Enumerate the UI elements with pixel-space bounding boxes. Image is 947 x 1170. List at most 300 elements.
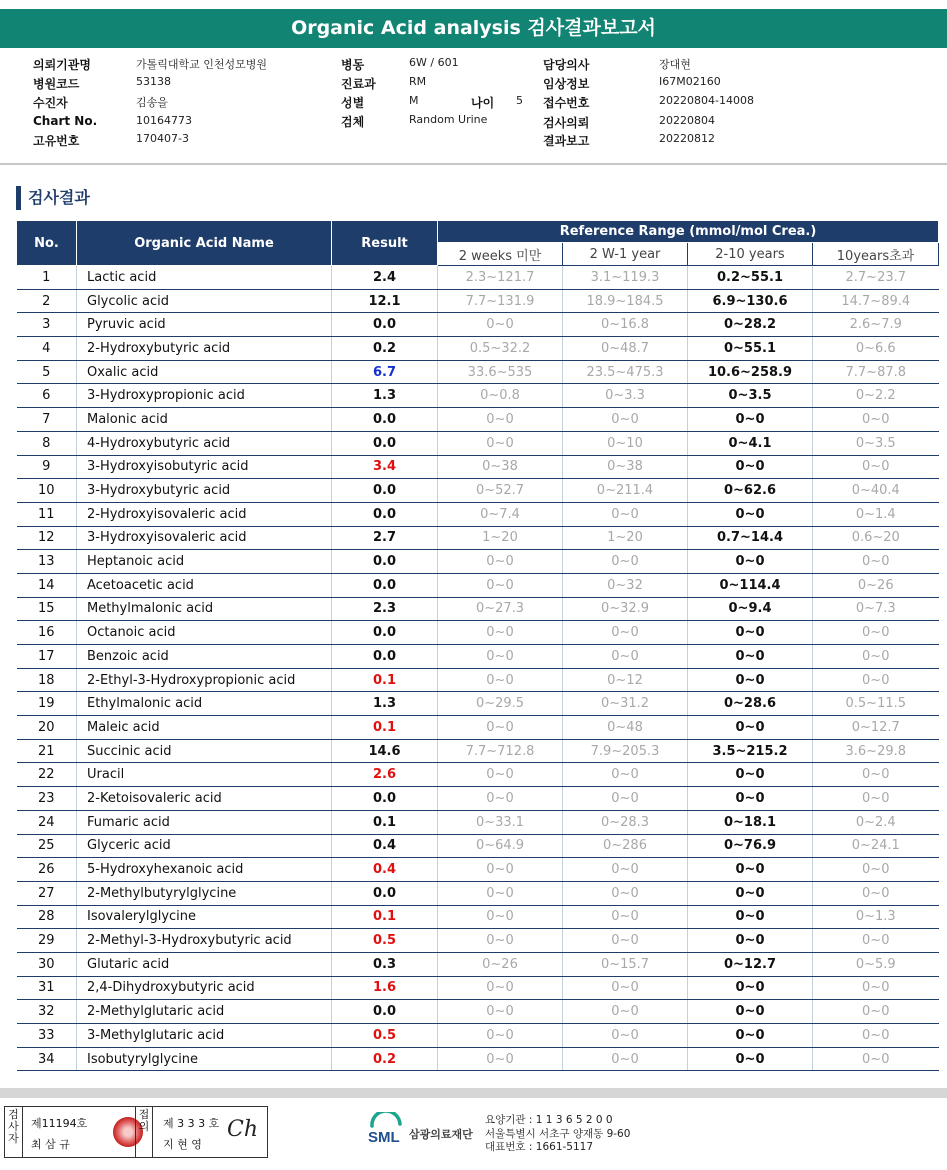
result-value: 0.4 xyxy=(332,834,438,858)
ref-range-2w-1y: 0~3.3 xyxy=(563,384,688,408)
table-row xyxy=(17,787,939,811)
header-divider xyxy=(0,163,947,165)
row-no: 33 xyxy=(17,1024,77,1048)
ref-range-2w-1y: 7.9~205.3 xyxy=(563,739,688,763)
ref-range-2-10y: 0~62.6 xyxy=(688,479,813,503)
acid-name: Lactic acid xyxy=(77,266,332,290)
ref-range-2-10y: 0~0 xyxy=(688,550,813,574)
header-range: 2-10 years xyxy=(688,243,813,266)
ref-range-over-10y: 0~0 xyxy=(813,929,939,953)
ref-range-under-2w: 0~0 xyxy=(438,1024,563,1048)
ref-range-2w-1y: 0~0 xyxy=(563,1000,688,1024)
header-name: Organic Acid Name xyxy=(77,221,332,266)
ref-range-2w-1y: 0~32.9 xyxy=(563,597,688,621)
table-row xyxy=(17,905,939,929)
info-value: 170407-3 xyxy=(136,132,189,145)
header-range: 2 weeks 미만 xyxy=(438,243,563,266)
ref-range-2w-1y: 1~20 xyxy=(563,526,688,550)
ref-range-under-2w: 7.7~131.9 xyxy=(438,289,563,313)
ref-range-2-10y: 0~0 xyxy=(688,905,813,929)
ref-range-2-10y: 0~55.1 xyxy=(688,337,813,361)
acid-name: 2-Ethyl-3-Hydroxypropionic acid xyxy=(77,668,332,692)
table-row xyxy=(17,810,939,834)
ref-range-over-10y: 0~2.4 xyxy=(813,810,939,834)
age-value: 5 xyxy=(516,94,523,107)
result-value: 0.3 xyxy=(332,952,438,976)
info-value: 김송을 xyxy=(136,96,168,109)
ref-range-2-10y: 0~12.7 xyxy=(688,952,813,976)
info-label: 수진자 xyxy=(33,96,68,110)
row-no: 25 xyxy=(17,834,77,858)
ref-range-2-10y: 0.2~55.1 xyxy=(688,266,813,290)
table-row xyxy=(17,502,939,526)
ref-range-2-10y: 0~9.4 xyxy=(688,597,813,621)
result-value: 0.0 xyxy=(332,621,438,645)
ref-range-under-2w: 0~0 xyxy=(438,313,563,337)
table-row xyxy=(17,289,939,313)
result-value: 6.7 xyxy=(332,360,438,384)
info-label: Chart No. xyxy=(33,114,98,128)
ref-range-2w-1y: 0~0 xyxy=(563,550,688,574)
ref-range-under-2w: 0~0 xyxy=(438,763,563,787)
ref-range-2-10y: 0~114.4 xyxy=(688,573,813,597)
result-value: 0.2 xyxy=(332,1047,438,1071)
ref-range-over-10y: 0~6.6 xyxy=(813,337,939,361)
acid-name: Oxalic acid xyxy=(77,360,332,384)
signature-box xyxy=(4,1106,268,1158)
table-row xyxy=(17,573,939,597)
ref-range-2-10y: 10.6~258.9 xyxy=(688,360,813,384)
table-row xyxy=(17,952,939,976)
row-no: 8 xyxy=(17,431,77,455)
ref-range-2w-1y: 0~48.7 xyxy=(563,337,688,361)
address-line: 요양기관 : 1 1 3 6 5 2 0 0 xyxy=(485,1114,613,1126)
ref-range-2-10y: 3.5~215.2 xyxy=(688,739,813,763)
table-row xyxy=(17,1000,939,1024)
ref-range-2-10y: 0~0 xyxy=(688,716,813,740)
result-value: 0.5 xyxy=(332,929,438,953)
ref-range-2-10y: 0~28.6 xyxy=(688,692,813,716)
logo-mark: SML xyxy=(368,1129,400,1146)
ref-range-under-2w: 0~0 xyxy=(438,1047,563,1071)
result-value: 0.0 xyxy=(332,573,438,597)
row-no: 19 xyxy=(17,692,77,716)
info-label: 임상정보 xyxy=(543,77,590,91)
result-value: 1.3 xyxy=(332,692,438,716)
row-no: 32 xyxy=(17,1000,77,1024)
ref-range-2-10y: 0~3.5 xyxy=(688,384,813,408)
ref-range-over-10y: 0~12.7 xyxy=(813,716,939,740)
header-reference: Reference Range (mmol/mol Crea.) xyxy=(438,221,939,243)
header-no: No. xyxy=(17,221,77,266)
examiner-name: 최 삼 규 xyxy=(31,1138,70,1151)
acid-name: Octanoic acid xyxy=(77,621,332,645)
ref-range-2-10y: 0~28.2 xyxy=(688,313,813,337)
info-value: 20220804-14008 xyxy=(659,94,754,107)
result-value: 0.0 xyxy=(332,1000,438,1024)
acid-name: Ethylmalonic acid xyxy=(77,692,332,716)
ref-range-under-2w: 0~0 xyxy=(438,905,563,929)
result-value: 2.7 xyxy=(332,526,438,550)
ref-range-2w-1y: 0~0 xyxy=(563,1047,688,1071)
ref-range-over-10y: 0~0 xyxy=(813,787,939,811)
result-value: 2.4 xyxy=(332,266,438,290)
ref-range-over-10y: 0~2.2 xyxy=(813,384,939,408)
lab-address xyxy=(485,1114,630,1155)
acid-name: Pyruvic acid xyxy=(77,313,332,337)
acid-name: Uracil xyxy=(77,763,332,787)
row-no: 29 xyxy=(17,929,77,953)
ref-range-2w-1y: 0~286 xyxy=(563,834,688,858)
ref-range-under-2w: 1~20 xyxy=(438,526,563,550)
row-no: 9 xyxy=(17,455,77,479)
ref-range-2-10y: 0~4.1 xyxy=(688,431,813,455)
ref-range-2w-1y: 0~15.7 xyxy=(563,952,688,976)
ref-range-under-2w: 0~52.7 xyxy=(438,479,563,503)
ref-range-under-2w: 0~0 xyxy=(438,550,563,574)
info-value: M xyxy=(409,94,419,107)
acid-name: Isovalerylglycine xyxy=(77,905,332,929)
result-value: 0.1 xyxy=(332,668,438,692)
info-label: 접수번호 xyxy=(543,96,590,110)
footer-divider xyxy=(0,1088,947,1098)
ref-range-2w-1y: 0~12 xyxy=(563,668,688,692)
info-value: 가톨릭대학교 인천성모병원 xyxy=(136,58,268,71)
ref-range-over-10y: 0~0 xyxy=(813,550,939,574)
ref-range-over-10y: 0~0 xyxy=(813,1047,939,1071)
ref-range-2-10y: 0~0 xyxy=(688,621,813,645)
row-no: 23 xyxy=(17,787,77,811)
ref-range-over-10y: 0~7.3 xyxy=(813,597,939,621)
acid-name: 4-Hydroxybutyric acid xyxy=(77,431,332,455)
row-no: 14 xyxy=(17,573,77,597)
row-no: 17 xyxy=(17,645,77,669)
result-value: 0.5 xyxy=(332,1024,438,1048)
ref-range-over-10y: 0.6~20 xyxy=(813,526,939,550)
result-value: 0.0 xyxy=(332,479,438,503)
info-label: 진료과 xyxy=(341,77,376,91)
acid-name: 3-Hydroxyisobutyric acid xyxy=(77,455,332,479)
result-value: 0.4 xyxy=(332,858,438,882)
ref-range-over-10y: 7.7~87.8 xyxy=(813,360,939,384)
acid-name: 2-Hydroxyisovaleric acid xyxy=(77,502,332,526)
ref-range-under-2w: 0~0 xyxy=(438,431,563,455)
acid-name: Isobutyrylglycine xyxy=(77,1047,332,1071)
ref-range-2-10y: 0~0 xyxy=(688,858,813,882)
result-value: 12.1 xyxy=(332,289,438,313)
table-row xyxy=(17,976,939,1000)
ref-range-over-10y: 0~0 xyxy=(813,858,939,882)
ref-range-over-10y: 0~1.4 xyxy=(813,502,939,526)
ref-range-over-10y: 0~24.1 xyxy=(813,834,939,858)
ref-range-under-2w: 7.7~712.8 xyxy=(438,739,563,763)
ref-range-under-2w: 0~26 xyxy=(438,952,563,976)
result-value: 0.1 xyxy=(332,716,438,740)
acid-name: 2-Methyl-3-Hydroxybutyric acid xyxy=(77,929,332,953)
table-row xyxy=(17,526,939,550)
table-row xyxy=(17,408,939,432)
ref-range-2-10y: 0.7~14.4 xyxy=(688,526,813,550)
ref-range-2-10y: 0~0 xyxy=(688,1000,813,1024)
table-row xyxy=(17,266,939,290)
result-value: 0.0 xyxy=(332,313,438,337)
info-value: 53138 xyxy=(136,75,171,88)
result-value: 0.0 xyxy=(332,502,438,526)
table-row xyxy=(17,1047,939,1071)
ref-range-2w-1y: 0~10 xyxy=(563,431,688,455)
table-row xyxy=(17,645,939,669)
ref-range-2w-1y: 0~0 xyxy=(563,502,688,526)
ref-range-2-10y: 0~0 xyxy=(688,787,813,811)
acid-name: 5-Hydroxyhexanoic acid xyxy=(77,858,332,882)
info-value: I67M02160 xyxy=(659,75,721,88)
table-row xyxy=(17,739,939,763)
info-value: RM xyxy=(409,75,427,88)
ref-range-2w-1y: 0~0 xyxy=(563,645,688,669)
ref-range-2w-1y: 0~0 xyxy=(563,1024,688,1048)
acid-name: Benzoic acid xyxy=(77,645,332,669)
ref-range-under-2w: 0~33.1 xyxy=(438,810,563,834)
address-line: 대표번호 : 1661-5117 xyxy=(485,1141,594,1153)
info-value: 6W / 601 xyxy=(409,56,459,69)
acid-name: 3-Hydroxybutyric acid xyxy=(77,479,332,503)
info-label: 검체 xyxy=(341,115,365,129)
ref-range-2-10y: 6.9~130.6 xyxy=(688,289,813,313)
ref-range-2w-1y: 18.9~184.5 xyxy=(563,289,688,313)
ref-range-under-2w: 0~0 xyxy=(438,645,563,669)
table-row xyxy=(17,455,939,479)
signature-image: Ch xyxy=(227,1117,259,1142)
row-no: 24 xyxy=(17,810,77,834)
result-value: 2.3 xyxy=(332,597,438,621)
ref-range-under-2w: 0~29.5 xyxy=(438,692,563,716)
ref-range-2-10y: 0~0 xyxy=(688,976,813,1000)
results-table xyxy=(16,220,939,1071)
row-no: 12 xyxy=(17,526,77,550)
ref-range-2w-1y: 0~0 xyxy=(563,858,688,882)
table-row xyxy=(17,550,939,574)
ref-range-2-10y: 0~0 xyxy=(688,881,813,905)
info-label: 성별 xyxy=(341,96,365,110)
result-value: 0.0 xyxy=(332,550,438,574)
ref-range-under-2w: 0~64.9 xyxy=(438,834,563,858)
table-row xyxy=(17,621,939,645)
ref-range-over-10y: 0~5.9 xyxy=(813,952,939,976)
acid-name: Fumaric acid xyxy=(77,810,332,834)
ref-range-under-2w: 0~7.4 xyxy=(438,502,563,526)
address-line: 서울특별시 서초구 양재동 9-60 xyxy=(485,1127,631,1140)
info-value: 20220812 xyxy=(659,132,715,145)
ref-range-2w-1y: 0~0 xyxy=(563,408,688,432)
ref-range-2-10y: 0~0 xyxy=(688,1024,813,1048)
row-no: 30 xyxy=(17,952,77,976)
ref-range-over-10y: 0~0 xyxy=(813,1000,939,1024)
info-label: 결과보고 xyxy=(543,134,590,148)
ref-range-2w-1y: 0~32 xyxy=(563,573,688,597)
ref-range-under-2w: 0~0 xyxy=(438,929,563,953)
ref-range-2-10y: 0~0 xyxy=(688,645,813,669)
ref-range-over-10y: 0~0 xyxy=(813,408,939,432)
ref-range-2w-1y: 0~38 xyxy=(563,455,688,479)
approver-name: 지 현 영 xyxy=(163,1138,202,1151)
ref-range-over-10y: 0~0 xyxy=(813,763,939,787)
ref-range-2-10y: 0~0 xyxy=(688,668,813,692)
result-value: 14.6 xyxy=(332,739,438,763)
table-row xyxy=(17,858,939,882)
row-no: 4 xyxy=(17,337,77,361)
ref-range-2-10y: 0~0 xyxy=(688,408,813,432)
info-label: 병동 xyxy=(341,58,365,72)
acid-name: 3-Methylglutaric acid xyxy=(77,1024,332,1048)
ref-range-2w-1y: 0~16.8 xyxy=(563,313,688,337)
ref-range-over-10y: 0~3.5 xyxy=(813,431,939,455)
age-label: 나이 xyxy=(471,96,495,110)
ref-range-2w-1y: 0~211.4 xyxy=(563,479,688,503)
info-value: Random Urine xyxy=(409,113,488,126)
table-row xyxy=(17,360,939,384)
result-value: 0.0 xyxy=(332,431,438,455)
ref-range-2-10y: 0~0 xyxy=(688,1047,813,1071)
ref-range-under-2w: 0~27.3 xyxy=(438,597,563,621)
acid-name: 2-Ketoisovaleric acid xyxy=(77,787,332,811)
approver-number: 제 3 3 3 호 xyxy=(163,1117,220,1130)
row-no: 1 xyxy=(17,266,77,290)
acid-name: Heptanoic acid xyxy=(77,550,332,574)
ref-range-2-10y: 0~18.1 xyxy=(688,810,813,834)
ref-range-under-2w: 0~0 xyxy=(438,881,563,905)
result-value: 0.1 xyxy=(332,810,438,834)
ref-range-under-2w: 2.3~121.7 xyxy=(438,266,563,290)
ref-range-over-10y: 0~0 xyxy=(813,668,939,692)
header-result: Result xyxy=(332,221,438,266)
row-no: 15 xyxy=(17,597,77,621)
row-no: 6 xyxy=(17,384,77,408)
ref-range-under-2w: 0~0 xyxy=(438,858,563,882)
ref-range-over-10y: 0~0 xyxy=(813,1024,939,1048)
info-value: 장대현 xyxy=(659,58,691,71)
acid-name: Maleic acid xyxy=(77,716,332,740)
table-row xyxy=(17,313,939,337)
ref-range-2w-1y: 23.5~475.3 xyxy=(563,360,688,384)
result-value: 0.1 xyxy=(332,905,438,929)
row-no: 10 xyxy=(17,479,77,503)
ref-range-under-2w: 0~0 xyxy=(438,621,563,645)
ref-range-under-2w: 0~38 xyxy=(438,455,563,479)
result-value: 0.0 xyxy=(332,645,438,669)
examiner-cell xyxy=(23,1107,133,1157)
row-no: 22 xyxy=(17,763,77,787)
row-no: 16 xyxy=(17,621,77,645)
info-label: 의뢰기관명 xyxy=(33,58,91,72)
ref-range-2w-1y: 0~31.2 xyxy=(563,692,688,716)
result-value: 0.2 xyxy=(332,337,438,361)
row-no: 27 xyxy=(17,881,77,905)
examiner-number: 제11194호 xyxy=(31,1117,88,1130)
acid-name: 2,4-Dihydroxybutyric acid xyxy=(77,976,332,1000)
ref-range-2w-1y: 0~28.3 xyxy=(563,810,688,834)
info-label: 고유번호 xyxy=(33,134,80,148)
table-row xyxy=(17,431,939,455)
row-no: 13 xyxy=(17,550,77,574)
table-row xyxy=(17,716,939,740)
result-value: 0.0 xyxy=(332,881,438,905)
row-no: 18 xyxy=(17,668,77,692)
ref-range-2w-1y: 0~0 xyxy=(563,905,688,929)
result-value: 0.0 xyxy=(332,787,438,811)
table-row xyxy=(17,881,939,905)
ref-range-2w-1y: 0~0 xyxy=(563,881,688,905)
table-row xyxy=(17,384,939,408)
table-row xyxy=(17,668,939,692)
ref-range-under-2w: 0~0 xyxy=(438,716,563,740)
info-label: 병원코드 xyxy=(33,77,80,91)
ref-range-under-2w: 0~0 xyxy=(438,668,563,692)
report-title: Organic Acid analysis 검사결과보고서 xyxy=(0,9,947,48)
info-label: 담당의사 xyxy=(543,58,590,72)
ref-range-2-10y: 0~0 xyxy=(688,455,813,479)
info-value: 20220804 xyxy=(659,114,715,127)
examiner-label: 검사자 xyxy=(5,1107,23,1157)
row-no: 26 xyxy=(17,858,77,882)
row-no: 3 xyxy=(17,313,77,337)
ref-range-2w-1y: 0~0 xyxy=(563,976,688,1000)
ref-range-2-10y: 0~0 xyxy=(688,763,813,787)
acid-name: Methylmalonic acid xyxy=(77,597,332,621)
acid-name: Acetoacetic acid xyxy=(77,573,332,597)
row-no: 7 xyxy=(17,408,77,432)
row-no: 5 xyxy=(17,360,77,384)
table-row xyxy=(17,834,939,858)
result-value: 1.3 xyxy=(332,384,438,408)
result-value: 2.6 xyxy=(332,763,438,787)
info-value: 10164773 xyxy=(136,114,192,127)
ref-range-over-10y: 0~1.3 xyxy=(813,905,939,929)
table-row xyxy=(17,692,939,716)
table-row xyxy=(17,763,939,787)
ref-range-over-10y: 0.5~11.5 xyxy=(813,692,939,716)
ref-range-over-10y: 0~26 xyxy=(813,573,939,597)
table-row xyxy=(17,929,939,953)
row-no: 34 xyxy=(17,1047,77,1071)
ref-range-2-10y: 0~76.9 xyxy=(688,834,813,858)
ref-range-under-2w: 0.5~32.2 xyxy=(438,337,563,361)
ref-range-under-2w: 0~0 xyxy=(438,976,563,1000)
acid-name: 3-Hydroxypropionic acid xyxy=(77,384,332,408)
row-no: 20 xyxy=(17,716,77,740)
approver-label: 접의 xyxy=(135,1107,153,1157)
ref-range-over-10y: 0~0 xyxy=(813,976,939,1000)
acid-name: 3-Hydroxyisovaleric acid xyxy=(77,526,332,550)
ref-range-under-2w: 0~0.8 xyxy=(438,384,563,408)
acid-name: Succinic acid xyxy=(77,739,332,763)
acid-name: Glutaric acid xyxy=(77,952,332,976)
table-row xyxy=(17,1024,939,1048)
ref-range-over-10y: 0~0 xyxy=(813,455,939,479)
ref-range-under-2w: 0~0 xyxy=(438,408,563,432)
table-row xyxy=(17,597,939,621)
section-title: 검사결과 xyxy=(16,186,90,210)
ref-range-under-2w: 0~0 xyxy=(438,1000,563,1024)
table-row xyxy=(17,479,939,503)
table-row xyxy=(17,337,939,361)
row-no: 28 xyxy=(17,905,77,929)
result-value: 1.6 xyxy=(332,976,438,1000)
ref-range-under-2w: 0~0 xyxy=(438,573,563,597)
ref-range-2w-1y: 0~0 xyxy=(563,763,688,787)
ref-range-over-10y: 3.6~29.8 xyxy=(813,739,939,763)
acid-name: 2-Hydroxybutyric acid xyxy=(77,337,332,361)
ref-range-under-2w: 33.6~535 xyxy=(438,360,563,384)
